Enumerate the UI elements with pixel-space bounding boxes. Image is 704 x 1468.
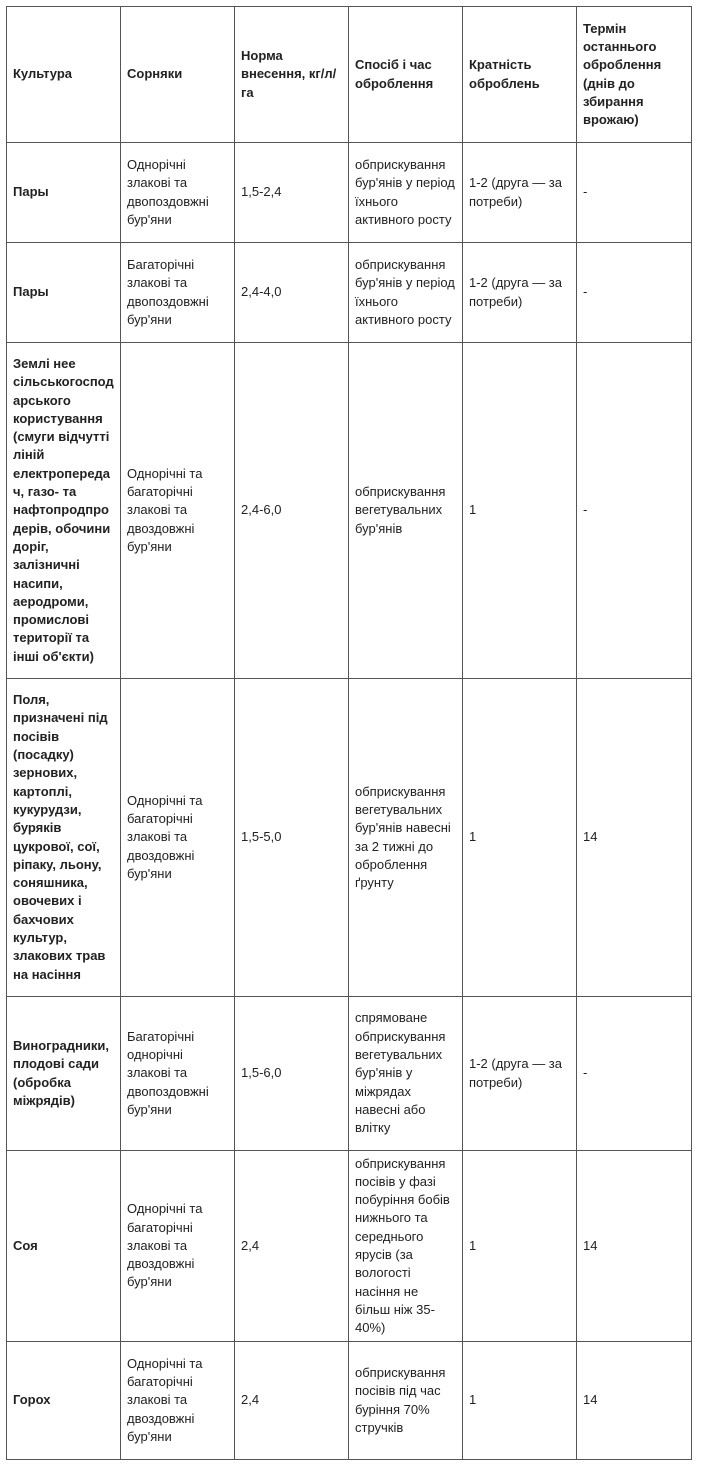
cell-method: обприскування вегетувальних бур'янів — [349, 343, 463, 679]
cell-weeds: Однорічні та багаторічні злакові та двоздовжні бур'яни — [121, 343, 235, 679]
cell-rate: 2,4 — [235, 1342, 349, 1460]
cell-weeds: Однорічні та багаторічні злакові та двоздовжні бур'яни — [121, 1151, 235, 1342]
cell-method: спрямоване обприскування вегетувальних бур'янів у міжрядах навесні або влітку — [349, 997, 463, 1151]
cell-crop: Пары — [7, 143, 121, 243]
cell-term: 14 — [577, 1342, 692, 1460]
cell-crop: Землі нее сільськогосподарського користування (смуги відчутті ліній електропередач, газо- та нафтопродпродерів, обочини доріг, залізничні насипи, аеродроми, промислові території та інші об'єкти) — [7, 343, 121, 679]
cell-term: - — [577, 343, 692, 679]
table-row — [7, 1342, 692, 1460]
cell-rate: 2,4 — [235, 1151, 349, 1342]
cell-multiplicity: 1-2 (друга — за потреби) — [463, 243, 577, 343]
cell-weeds: Багаторічні злакові та двопоздовжні бур'яни — [121, 243, 235, 343]
cell-method: обприскування посівів у фазі побуріння бобів нижнього та середнього ярусів (за вологості насіння не більш ніж 35-40%) — [349, 1151, 463, 1342]
table-row — [7, 997, 692, 1151]
cell-rate: 1,5-6,0 — [235, 997, 349, 1151]
header-method: Спосіб і час оброблення — [349, 7, 463, 143]
cell-crop: Горох — [7, 1342, 121, 1460]
cell-method: обприскування бур'янів у період їхнього активного росту — [349, 143, 463, 243]
cell-multiplicity: 1 — [463, 679, 577, 997]
header-weeds: Сорняки — [121, 7, 235, 143]
table-row — [7, 243, 692, 343]
cell-multiplicity: 1 — [463, 343, 577, 679]
cell-multiplicity: 1-2 (друга — за потреби) — [463, 143, 577, 243]
cell-method: обприскування вегетувальних бур'янів навесні за 2 тижні до оброблення ґрунту — [349, 679, 463, 997]
cell-term: - — [577, 143, 692, 243]
cell-term: - — [577, 243, 692, 343]
cell-method: обприскування бур'янів у період їхнього активного росту — [349, 243, 463, 343]
cell-rate: 1,5-2,4 — [235, 143, 349, 243]
table-row — [7, 143, 692, 243]
cell-method: обприскування посівів під час буріння 70% стручків — [349, 1342, 463, 1460]
cell-multiplicity: 1 — [463, 1342, 577, 1460]
header-multiplicity: Кратність оброблень — [463, 7, 577, 143]
table-header-row — [7, 7, 692, 143]
cell-term: - — [577, 997, 692, 1151]
cell-rate: 2,4-6,0 — [235, 343, 349, 679]
cell-term: 14 — [577, 679, 692, 997]
cell-crop: Пары — [7, 243, 121, 343]
cell-weeds: Однорічні злакові та двопоздовжні бур'яни — [121, 143, 235, 243]
cell-multiplicity: 1-2 (друга — за потреби) — [463, 997, 577, 1151]
herbicide-application-table — [6, 6, 692, 1460]
cell-crop: Поля, призначені під посівів (посадку) зернових, картоплі, кукурудзи, буряків цукрової, сої, ріпаку, льону, соняшника, овочевих і бахчових культур, злакових трав на насіння — [7, 679, 121, 997]
header-rate: Норма внесення, кг/л/га — [235, 7, 349, 143]
cell-weeds: Однорічні та багаторічні злакові та двоздовжні бур'яни — [121, 679, 235, 997]
cell-term: 14 — [577, 1151, 692, 1342]
herbicide-table-container — [6, 6, 691, 1460]
header-term: Термін останнього оброблення (днів до збирання врожаю) — [577, 7, 692, 143]
header-crop: Культура — [7, 7, 121, 143]
table-row — [7, 679, 692, 997]
table-row — [7, 1151, 692, 1342]
cell-crop: Виноградники, плодові сади (обробка міжрядів) — [7, 997, 121, 1151]
table-row — [7, 343, 692, 679]
cell-crop: Соя — [7, 1151, 121, 1342]
cell-rate: 1,5-5,0 — [235, 679, 349, 997]
cell-multiplicity: 1 — [463, 1151, 577, 1342]
cell-weeds: Багаторічні однорічні злакові та двопоздовжні бур'яни — [121, 997, 235, 1151]
cell-rate: 2,4-4,0 — [235, 243, 349, 343]
cell-weeds: Однорічні та багаторічні злакові та двоздовжні бур'яни — [121, 1342, 235, 1460]
